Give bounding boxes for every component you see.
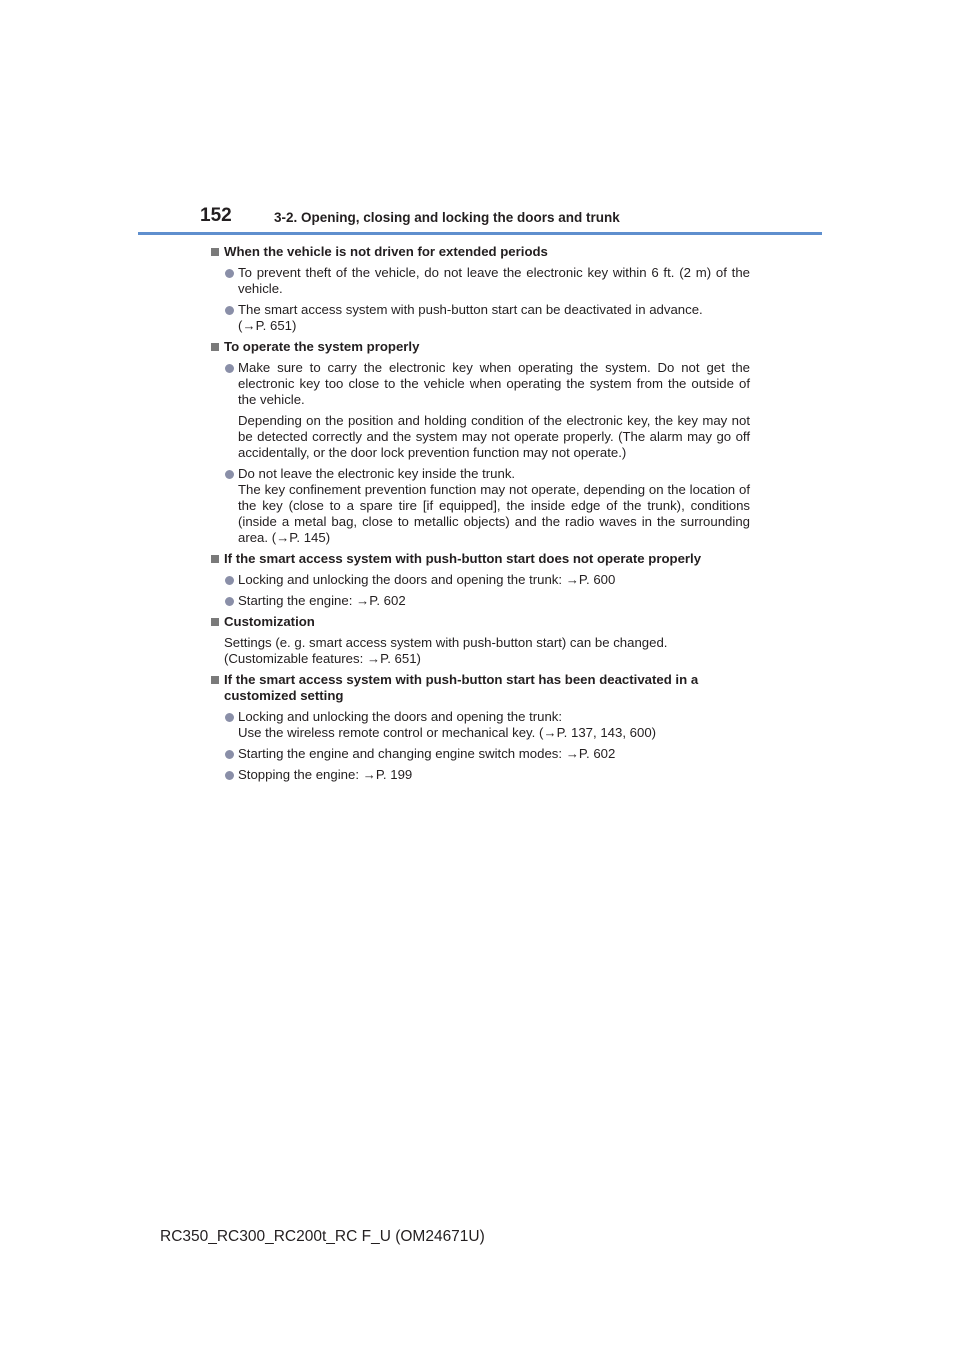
page-footer: RC350_RC300_RC200t_RC F_U (OM24671U) xyxy=(160,1228,485,1245)
section-heading-text: Customization xyxy=(224,614,315,629)
item-text: Starting the engine and changing engine switch modes: →P. 602 xyxy=(238,746,616,761)
header-rule xyxy=(138,232,822,235)
section-operate-properly xyxy=(210,339,750,546)
section-heading-text: When the vehicle is not driven for extended periods xyxy=(224,244,548,259)
circle-bullet-icon xyxy=(225,750,234,759)
item-text: Locking and unlocking the doors and opening the trunk: →P. 600 xyxy=(238,572,616,587)
square-bullet-icon xyxy=(211,676,219,684)
section-body xyxy=(224,635,750,667)
item-text: Locking and unlocking the doors and opening the trunk: xyxy=(238,709,563,724)
section-heading-text: If the smart access system with push-button start has been deactivated in a customized setting xyxy=(224,672,699,703)
item-text: Use the wireless remote control or mechanical key. (→P. 137, 143, 600) xyxy=(238,725,657,740)
page-header xyxy=(138,204,822,236)
section-customization xyxy=(210,614,750,667)
page-content xyxy=(210,244,750,788)
circle-bullet-icon xyxy=(225,306,234,315)
item-text: The smart access system with push-button start can be deactivated in advance. xyxy=(238,302,703,317)
circle-bullet-icon xyxy=(225,576,234,585)
list-item xyxy=(224,572,750,588)
body-text: Settings (e. g. smart access system with push-button start) can be changed. xyxy=(224,635,668,650)
list-item xyxy=(224,302,750,334)
item-text: To prevent theft of the vehicle, do not leave the electronic key within 6 ft. (2 m) of the vehicle. xyxy=(238,265,750,296)
item-text: Starting the engine: →P. 602 xyxy=(238,593,406,608)
list-item xyxy=(224,709,750,741)
list-item xyxy=(224,746,750,762)
section-extended-periods xyxy=(210,244,750,334)
item-text: Make sure to carry the electronic key when operating the system. Do not get the electronic key too close to the vehicle when operating the system from the outside of the vehicle. xyxy=(238,360,750,407)
body-text: (Customizable features: →P. 651) xyxy=(224,651,421,666)
section-heading xyxy=(210,551,750,567)
item-note: Depending on the position and holding condition of the electronic key, the key may not be detected correctly and the system may not operate properly. (The alarm may go off accidentally, or the door lock prevention function may not operate.) xyxy=(238,413,750,460)
list-item xyxy=(224,265,750,297)
list-item xyxy=(224,593,750,609)
section-heading xyxy=(210,614,750,630)
section-heading-text: To operate the system properly xyxy=(224,339,420,354)
list-item xyxy=(224,360,750,461)
circle-bullet-icon xyxy=(225,364,234,373)
section-heading xyxy=(210,339,750,355)
list-item xyxy=(224,466,750,546)
square-bullet-icon xyxy=(211,555,219,563)
square-bullet-icon xyxy=(211,248,219,256)
item-text: Do not leave the electronic key inside the trunk. xyxy=(238,466,516,481)
square-bullet-icon xyxy=(211,618,219,626)
circle-bullet-icon xyxy=(225,771,234,780)
section-heading-text: If the smart access system with push-button start does not operate properly xyxy=(224,551,702,566)
circle-bullet-icon xyxy=(225,470,234,479)
item-text: The key confinement prevention function may not operate, depending on the location of the key (close to a spare tire [if equipped], the inside edge of the trunk), conditions (inside a metal bag, close to metallic objects) and the radio waves in the surrounding area. (→P. 145) xyxy=(238,482,750,545)
item-text: Stopping the engine: →P. 199 xyxy=(238,767,413,782)
circle-bullet-icon xyxy=(225,269,234,278)
page-reference-link[interactable]: (→P. 651) xyxy=(238,318,297,333)
section-heading xyxy=(210,672,750,704)
square-bullet-icon xyxy=(211,343,219,351)
section-heading xyxy=(210,244,750,260)
page-number: 152 xyxy=(200,205,232,226)
circle-bullet-icon xyxy=(225,713,234,722)
circle-bullet-icon xyxy=(225,597,234,606)
section-title: 3-2. Opening, closing and locking the doors and trunk xyxy=(274,210,620,225)
section-deactivated xyxy=(210,672,750,783)
list-item xyxy=(224,767,750,783)
section-not-operate-properly xyxy=(210,551,750,609)
